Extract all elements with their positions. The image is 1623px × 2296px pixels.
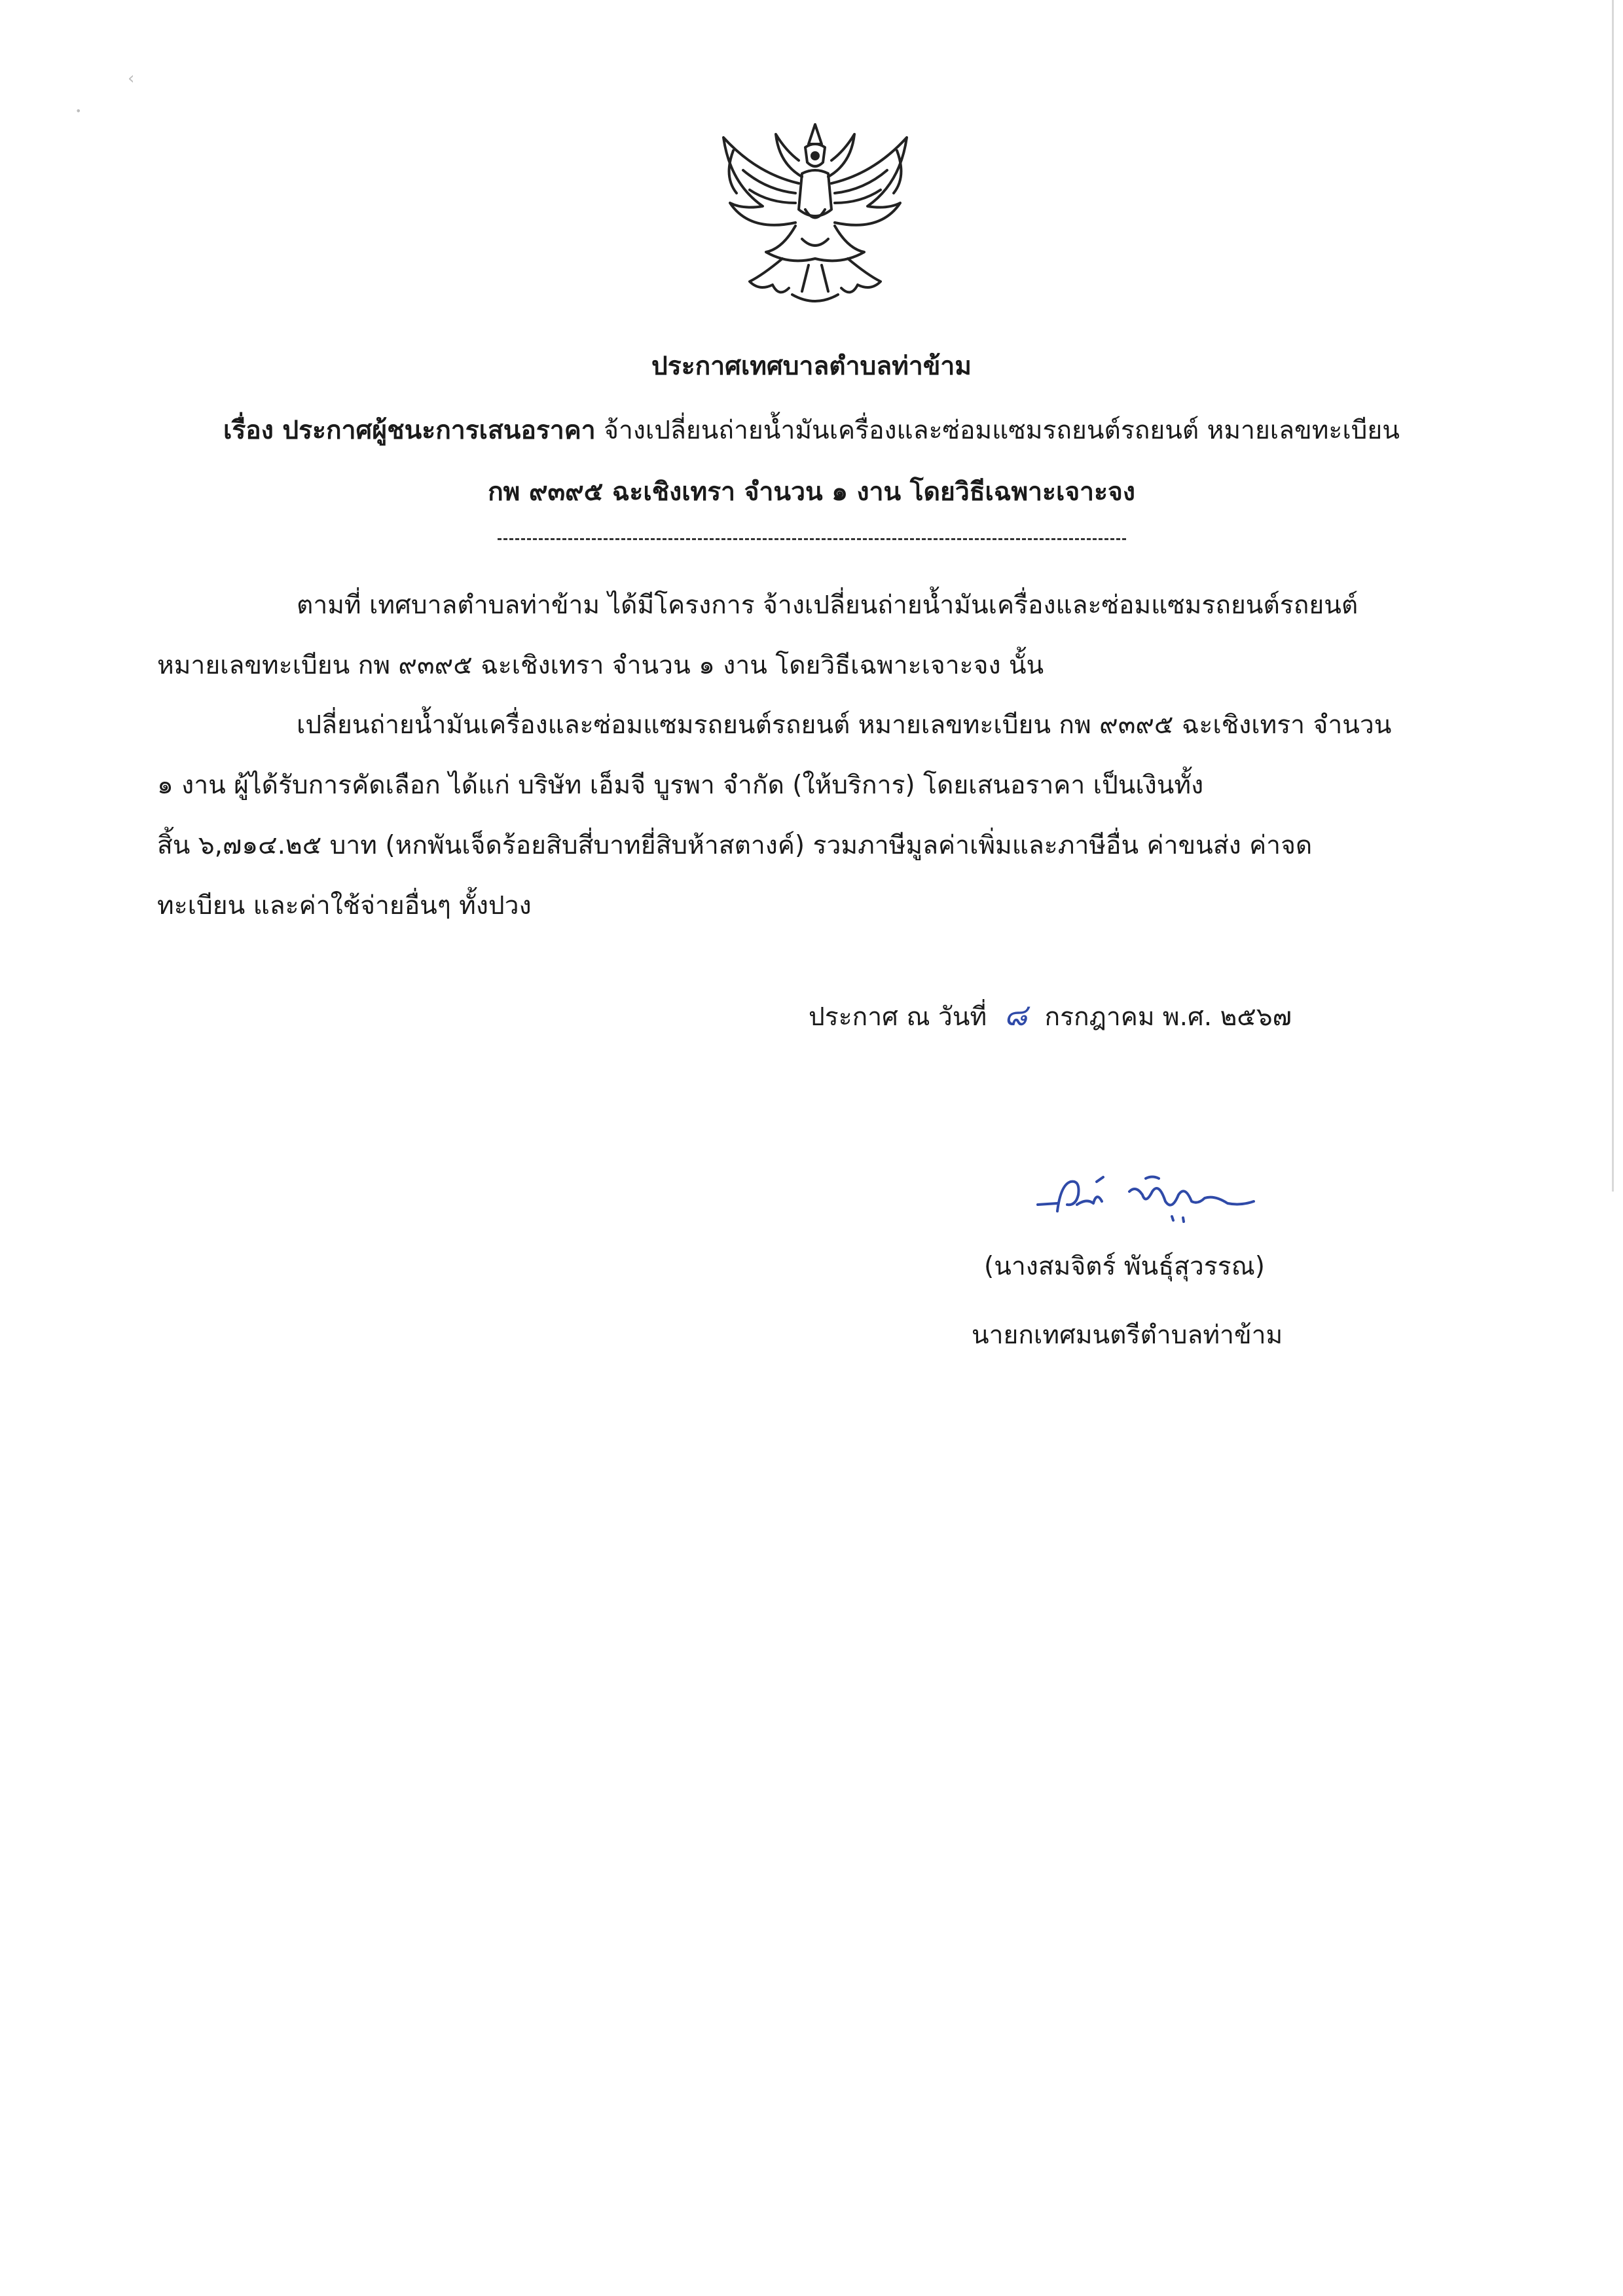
garuda-emblem-icon (704, 111, 926, 334)
paragraph-2-line-1: เปลี่ยนถ่ายน้ำมันเครื่องและซ่อมแซมรถยนต์รถยนต์ หมายเลขทะเบียน กพ ๙๓๙๕ ฉะเชิงเทรา จำนวน (297, 710, 1392, 740)
announcement-title: ประกาศเทศบาลตำบลท่าข้าม (651, 352, 972, 381)
signer-name: (นางสมจิตร์ พันธุ์สุวรรณ) (984, 1252, 1266, 1281)
date-month-year: กรกฎาคม พ.ศ. ๒๕๖๗ (1044, 1002, 1292, 1032)
signer-position: นายกเทศมนตรีตำบลท่าข้าม (972, 1321, 1283, 1350)
paragraph-1-line-2: หมายเลขทะเบียน กพ ๙๓๙๕ ฉะเชิงเทรา จำนวน ๑ งาน โดยวิธีเฉพาะเจาะจง นั้น (157, 651, 1044, 680)
scan-speck: • (75, 105, 82, 117)
date-day-handwritten: ๘ (1004, 997, 1028, 1032)
subject-text: จ้างเปลี่ยนถ่ายน้ำมันเครื่องและซ่อมแซมรถยนต์รถยนต์ หมายเลขทะเบียน (604, 416, 1400, 445)
subject-line-2: กพ ๙๓๙๕ ฉะเชิงเทรา จำนวน ๑ งาน โดยวิธีเฉพาะเจาะจง (488, 477, 1135, 507)
handwritten-signature-icon (1031, 1165, 1267, 1237)
paragraph-1-line-1: ตามที่ เทศบาลตำบลท่าข้าม ได้มีโครงการ จ้างเปลี่ยนถ่ายน้ำมันเครื่องและซ่อมแซมรถยนต์รถยนต์ (297, 591, 1359, 620)
subject-label: เรื่อง ประกาศผู้ชนะการเสนอราคา (223, 416, 596, 445)
date-prefix: ประกาศ ณ วันที่ (809, 1002, 987, 1032)
scan-speck: ‹ (128, 69, 135, 88)
dashed-divider (498, 538, 1126, 540)
paragraph-2-line-2: ๑ งาน ผู้ได้รับการคัดเลือก ได้แก่ บริษัท เอ็มจี บูรพา จำกัด (ให้บริการ) โดยเสนอราคา เป็นเงินทั้ง (157, 771, 1204, 800)
announcement-date (809, 995, 1292, 1037)
scan-page-edge (1612, 0, 1614, 1192)
paragraph-2-line-4: ทะเบียน และค่าใช้จ่ายอื่นๆ ทั้งปวง (157, 891, 532, 920)
subject-line-1 (0, 411, 1623, 450)
paragraph-2-line-3: สิ้น ๖,๗๑๔.๒๕ บาท (หกพันเจ็ดร้อยสิบสี่บาทยี่สิบห้าสตางค์) รวมภาษีมูลค่าเพิ่มและภาษีอื่น ค่าขนส่ง ค่าจด (157, 831, 1313, 860)
